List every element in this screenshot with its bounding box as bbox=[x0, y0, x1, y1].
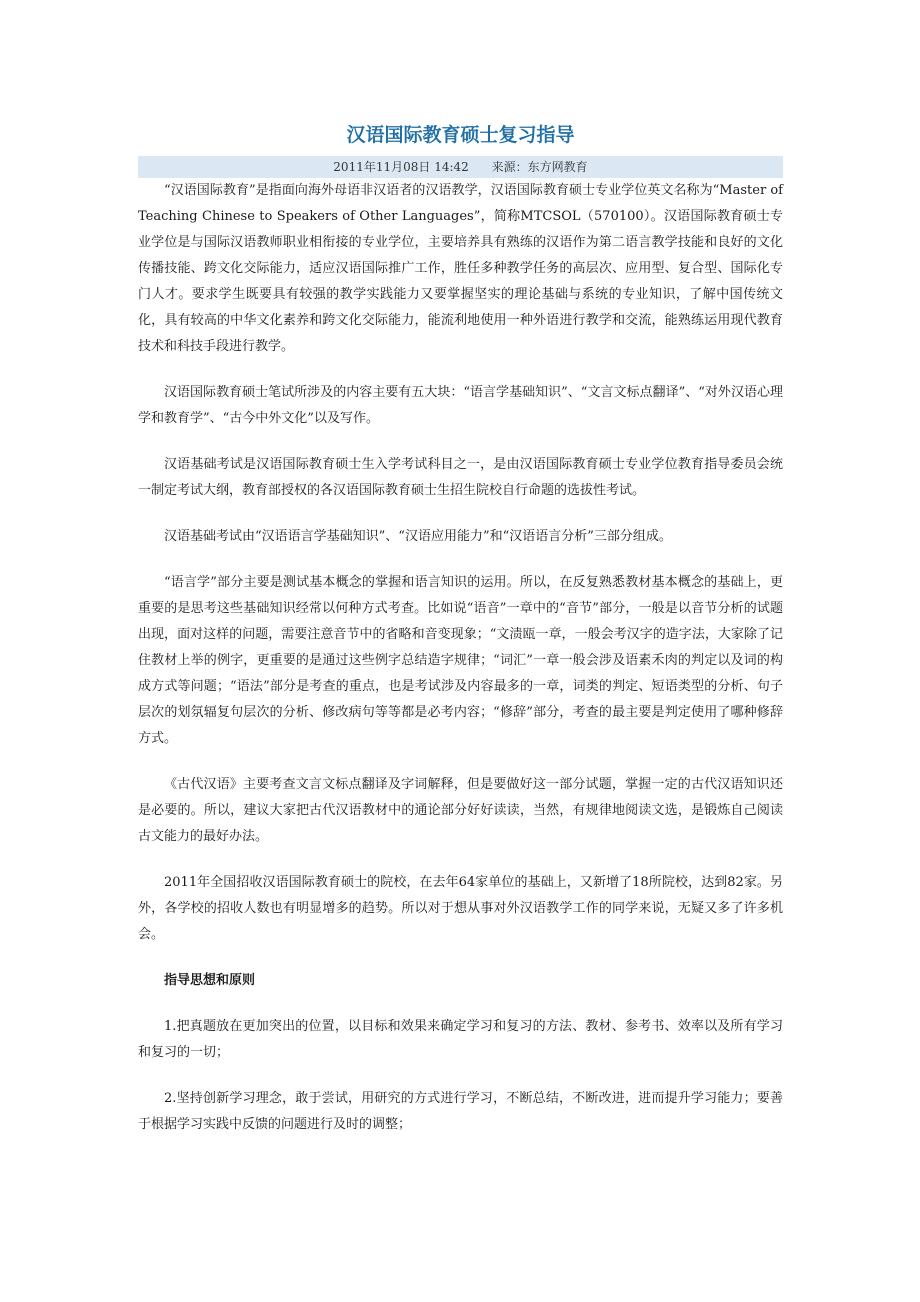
paragraph-exam-parts: 汉语基础考试由“汉语语言学基础知识”、“汉语应用能力”和“汉语语言分析”三部分组成。 bbox=[164, 529, 672, 544]
paragraph-enrollment: 2011年全国招收汉语国际教育硕士的院校，在去年64家单位的基础上，又新增了18所院校，达到82家。另外，各学校的招收人数也有明显增多的趋势。所以对于想从事对外汉语教学工作的同学来说，无疑又多了许多机会。 bbox=[138, 875, 783, 942]
article bbox=[138, 120, 783, 1158]
article-meta bbox=[138, 156, 783, 178]
section-heading: 指导思想和原则 bbox=[164, 973, 256, 988]
article-source: 来源：东方网教育 bbox=[491, 160, 588, 174]
principle-item: 2.坚持创新学习理念，敢于尝试，用研究的方式进行学习，不断总结，不断改进，进而提升学习能力；要善于根据学习实践中反馈的问题进行及时的调整； bbox=[138, 1091, 783, 1132]
principle-item: 1.把真题放在更加突出的位置，以目标和效果来确定学习和复习的方法、教材、参考书、效率以及所有学习和复习的一切； bbox=[138, 1019, 783, 1060]
paragraph-ancient-chinese: 《古代汉语》主要考查文言文标点翻译及字词解释，但是要做好这一部分试题，掌握一定的古代汉语知识还是必要的。所以，建议大家把古代汉语教材中的通论部分好好读读，当然，有规律地阅读文选，是锻炼自己阅读古文能力的最好办法。 bbox=[138, 777, 783, 844]
article-date: 2011年11月08日 14:42 bbox=[333, 160, 469, 174]
article-title: 汉语国际教育硕士复习指导 bbox=[346, 124, 575, 146]
paragraph-linguistics: “语言学”部分主要是测试基本概念的掌握和语言知识的运用。所以，在反复熟悉教材基本概念的基础上，更重要的是思考这些基础知识经常以何种方式考查。比如说“语音”一章中的“音节”部分，一般是以音节分析的试题出现，面对这样的问题，需要注意音节中的省略和音变现象；“文渍瓯一章，一般会考汉字的造字法，大家除了记住教材上举的例字，更重要的是通过这些例字总结造字规律；“词汇”一章一般会涉及语素禾肉的判定以及词的构成方式等问题；“语法”部分是考查的重点，也是考试涉及内容最多的一章，词类的判定、短语类型的分析、句子层次的划氛辐复句层次的分析、修改病句等等都是必考内容；“修辞”部分，考查的最主要是判定使用了哪种修辞方式。 bbox=[138, 575, 783, 746]
paragraph-basic-exam: 汉语基础考试是汉语国际教育硕士生入学考试科目之一，是由汉语国际教育硕士专业学位教育指导委员会统一制定考试大纲，教育部授权的各汉语国际教育硕士生招生院校自行命题的选拔性考试。 bbox=[138, 457, 783, 498]
paragraph-exam-content: 汉语国际教育硕士笔试所涉及的内容主要有五大块：“语言学基础知识”、“文言文标点翻译”、“对外汉语心理学和教育学”、“古今中外文化”以及写作。 bbox=[138, 385, 783, 426]
paragraph-intro: “汉语国际教育”是指面向海外母语非汉语者的汉语教学，汉语国际教育硕士专业学位英文名称为“Master of Teaching Chinese to Speakers of Other Languages”，简称MTCSOL（570100）。汉语国际教育硕士专业学位是与国际汉语教师职业相衔接的专业学位，主要培养具有熟练的汉语作为第二语言教学技能和良好的文化传播技能、跨文化交际能力，适应汉语国际推广工作，胜任多种教学任务的高层次、应用型、复合型、国际化专门人才。要求学生既要具有较强的教学实践能力又要掌握坚实的理论基础与系统的专业知识，了解中国传统文化，具有较高的中华文化素养和跨文化交际能力，能流利地使用一种外语进行教学和交流，能熟练运用现代教育技术和科技手段进行教学。 bbox=[138, 183, 783, 354]
